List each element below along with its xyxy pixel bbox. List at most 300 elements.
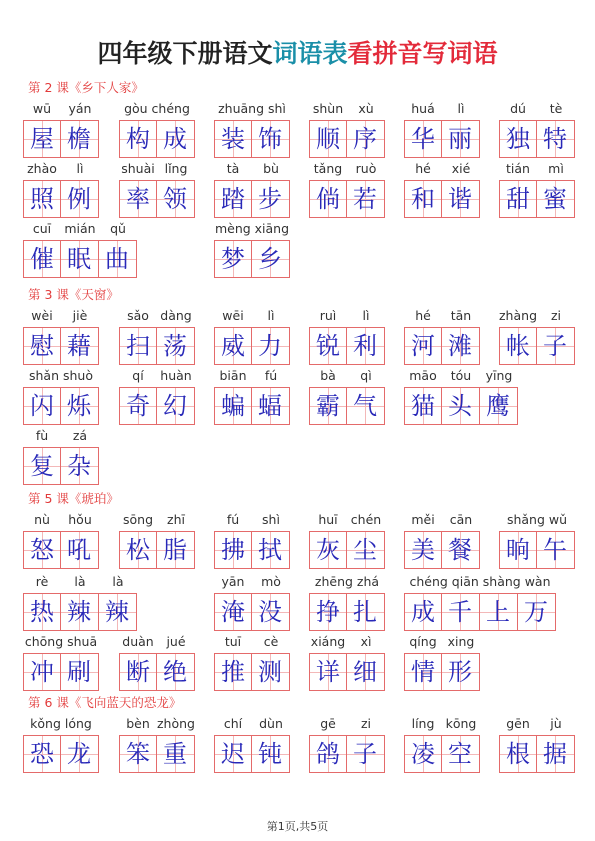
pinyin-label: tè (549, 101, 563, 116)
hanzi-character: 帐 (506, 332, 530, 360)
hanzi-character: 刷 (67, 658, 91, 686)
pinyin-label: xié (451, 161, 471, 176)
tianzige-cell (309, 120, 347, 158)
tianzige-cell (404, 735, 442, 773)
hanzi-character: 灰 (316, 536, 340, 564)
pinyin-label: zá (72, 428, 88, 443)
hanzi-character: 若 (353, 185, 377, 213)
pinyin-label: yān (221, 574, 245, 589)
tianzige-cell (347, 180, 385, 218)
pinyin-label: xiáng (310, 634, 346, 649)
pinyin-label: shì (262, 512, 280, 527)
pinyin-label: cè (263, 634, 279, 649)
pinyin-label: shǎng wǔ (506, 512, 568, 527)
hanzi-character: 荡 (163, 332, 187, 360)
hanzi-character: 据 (543, 740, 567, 768)
tianzige-cell (252, 180, 290, 218)
tianzige-cell (537, 327, 575, 365)
vocab-word (309, 367, 385, 431)
vocab-word (309, 160, 385, 224)
vocab-word (499, 160, 575, 224)
vocab-word (23, 715, 99, 779)
tianzige-cell (157, 327, 195, 365)
pinyin-label: shǎn shuò (29, 368, 93, 383)
tianzige-cell (99, 240, 137, 278)
pinyin-label: là (74, 574, 86, 589)
tianzige-cell (404, 327, 442, 365)
tianzige-cell (157, 180, 195, 218)
pinyin-label: kǒng lóng (30, 716, 92, 731)
tianzige-cell (537, 531, 575, 569)
hanzi-character: 屋 (30, 125, 54, 153)
pinyin-label: sǎo (127, 308, 149, 323)
hanzi-character: 热 (30, 598, 54, 626)
title-part-3: 看拼音写词语 (347, 39, 498, 68)
pinyin-label: zhòng (157, 716, 195, 731)
tianzige-cell (480, 593, 518, 631)
pinyin-label: dàng (160, 308, 192, 323)
tianzige-cell (309, 735, 347, 773)
hanzi-character: 晌 (506, 536, 530, 564)
vocab-word (499, 100, 575, 164)
pinyin-label: zhēng zhá (314, 574, 380, 589)
tianzige-cell (404, 531, 442, 569)
hanzi-character: 迟 (221, 740, 245, 768)
hanzi-character: 顺 (316, 125, 340, 153)
tianzige-cell (404, 653, 442, 691)
vocab-word (23, 220, 137, 284)
word-row (0, 715, 595, 785)
pinyin-label: zi (550, 308, 562, 323)
pinyin-label: jiè (72, 308, 88, 323)
vocab-word (214, 573, 290, 637)
tianzige-cell (214, 735, 252, 773)
pinyin-label: gòu chéng (124, 101, 190, 116)
pinyin-label: kōng (445, 716, 477, 731)
hanzi-character: 怒 (30, 536, 54, 564)
pinyin-label: zhào (27, 161, 57, 176)
tianzige-cell (119, 735, 157, 773)
tianzige-cell (157, 735, 195, 773)
pinyin-label: měi (411, 512, 435, 527)
pinyin-label: hǒu (68, 512, 92, 527)
pinyin-label: huī (318, 512, 338, 527)
tianzige-cell (23, 120, 61, 158)
pinyin-label: tuī (224, 634, 242, 649)
hanzi-character: 构 (126, 125, 150, 153)
pinyin-label: nù (34, 512, 50, 527)
vocab-word (309, 511, 385, 575)
tianzige-cell (252, 531, 290, 569)
tianzige-cell (499, 327, 537, 365)
vocab-word (499, 307, 575, 371)
pinyin-label: yán (68, 101, 92, 116)
hanzi-character: 杂 (67, 452, 91, 480)
vocab-word (309, 633, 385, 697)
pinyin-label: xing (447, 634, 475, 649)
vocab-word (499, 715, 575, 779)
pinyin-label: zhàng (499, 308, 538, 323)
hanzi-character: 慰 (30, 332, 54, 360)
vocab-word (23, 573, 137, 637)
lesson-heading: 第 6 课《飞向蓝天的恐龙》 (28, 695, 182, 710)
hanzi-character: 独 (506, 125, 530, 153)
pinyin-label: lì (457, 101, 465, 116)
tianzige-cell (23, 387, 61, 425)
pinyin-label: hé (415, 308, 431, 323)
pinyin-label: qí (132, 368, 144, 383)
vocab-word (404, 100, 480, 164)
hanzi-character: 丽 (448, 125, 472, 153)
tianzige-cell (347, 120, 385, 158)
tianzige-cell (214, 240, 252, 278)
tianzige-cell (442, 735, 480, 773)
pinyin-label: ruì (319, 308, 337, 323)
tianzige-cell (347, 387, 385, 425)
tianzige-cell (442, 327, 480, 365)
hanzi-character: 照 (30, 185, 54, 213)
hanzi-character: 特 (543, 125, 567, 153)
hanzi-character: 利 (353, 332, 377, 360)
vocab-word (309, 573, 385, 637)
pinyin-label: tǎng (313, 161, 343, 176)
tianzige-cell (23, 240, 61, 278)
tianzige-cell (499, 735, 537, 773)
hanzi-character: 千 (448, 598, 472, 626)
tianzige-cell (61, 735, 99, 773)
hanzi-character: 藉 (67, 332, 91, 360)
hanzi-character: 吼 (67, 536, 91, 564)
hanzi-character: 锐 (316, 332, 340, 360)
pinyin-label: lì (267, 308, 275, 323)
vocab-word (23, 367, 99, 431)
tianzige-cell (252, 327, 290, 365)
pinyin-label: chéng qiān shàng wàn (409, 574, 551, 589)
tianzige-cell (347, 531, 385, 569)
tianzige-cell (499, 120, 537, 158)
tianzige-cell (119, 387, 157, 425)
tianzige-cell (537, 735, 575, 773)
lesson-heading: 第 5 课《琥珀》 (28, 491, 119, 506)
hanzi-character: 曲 (105, 245, 129, 273)
tianzige-cell (442, 180, 480, 218)
pinyin-label: bèn (126, 716, 150, 731)
vocab-word (23, 160, 99, 224)
tianzige-cell (157, 120, 195, 158)
tianzige-cell (404, 120, 442, 158)
tianzige-cell (157, 531, 195, 569)
hanzi-character: 形 (448, 658, 472, 686)
hanzi-character: 乡 (258, 245, 282, 273)
vocab-word (119, 715, 195, 779)
hanzi-character: 眠 (67, 245, 91, 273)
hanzi-character: 华 (411, 125, 435, 153)
vocab-word (214, 715, 290, 779)
tianzige-cell (404, 180, 442, 218)
hanzi-character: 气 (353, 392, 377, 420)
hanzi-character: 绝 (163, 658, 187, 686)
hanzi-character: 扫 (126, 332, 150, 360)
hanzi-character: 蝠 (258, 392, 282, 420)
pinyin-label: cān (449, 512, 473, 527)
pinyin-label: tóu (450, 368, 472, 383)
pinyin-label: lì (76, 161, 84, 176)
vocab-word (119, 307, 195, 371)
pinyin-label: rè (35, 574, 49, 589)
pinyin-label: shuài (121, 161, 155, 176)
hanzi-character: 拂 (221, 536, 245, 564)
pinyin-label: duàn (122, 634, 154, 649)
tianzige-cell (61, 180, 99, 218)
pinyin-label: qǔ (110, 221, 126, 236)
vocab-word (404, 715, 480, 779)
pinyin-label: tān (450, 308, 472, 323)
hanzi-character: 恐 (30, 740, 54, 768)
hanzi-character: 没 (258, 598, 282, 626)
word-row (0, 427, 595, 497)
hanzi-character: 尘 (353, 536, 377, 564)
vocab-word (119, 511, 195, 575)
pinyin-label: mèng xiāng (214, 221, 290, 236)
pinyin-label: dùn (259, 716, 283, 731)
pinyin-label: hé (415, 161, 431, 176)
pinyin-label: fù (35, 428, 49, 443)
vocab-word (214, 367, 290, 431)
pinyin-label: jué (166, 634, 186, 649)
tianzige-cell (442, 387, 480, 425)
vocab-word (404, 511, 480, 575)
vocab-word (23, 100, 99, 164)
tianzige-cell (61, 447, 99, 485)
pinyin-label: zhī (167, 512, 185, 527)
hanzi-character: 子 (543, 332, 567, 360)
tianzige-cell (61, 653, 99, 691)
hanzi-character: 甜 (506, 185, 530, 213)
pinyin-label: huàn (160, 368, 192, 383)
hanzi-character: 饰 (258, 125, 282, 153)
vocab-word (23, 427, 99, 491)
vocab-word (404, 633, 480, 697)
hanzi-character: 率 (126, 185, 150, 213)
pinyin-label: sōng (122, 512, 154, 527)
tianzige-cell (347, 735, 385, 773)
tianzige-cell (214, 531, 252, 569)
hanzi-character: 蜜 (543, 185, 567, 213)
hanzi-character: 烁 (67, 392, 91, 420)
pinyin-label: yīng (485, 368, 513, 383)
tianzige-cell (157, 653, 195, 691)
pinyin-label: gē (320, 716, 336, 731)
word-row (0, 511, 595, 581)
tianzige-cell (537, 120, 575, 158)
hanzi-character: 根 (506, 740, 530, 768)
tianzige-cell (480, 387, 518, 425)
hanzi-character: 测 (258, 658, 282, 686)
tianzige-cell (499, 180, 537, 218)
hanzi-character: 步 (258, 185, 282, 213)
hanzi-character: 扎 (353, 598, 377, 626)
vocab-word (119, 633, 195, 697)
pinyin-label: chí (223, 716, 243, 731)
pinyin-label: là (112, 574, 124, 589)
hanzi-character: 滩 (448, 332, 472, 360)
tianzige-cell (309, 387, 347, 425)
pinyin-label: wèi (31, 308, 53, 323)
tianzige-cell (518, 593, 556, 631)
vocab-word (214, 100, 290, 164)
hanzi-character: 笨 (126, 740, 150, 768)
hanzi-character: 钝 (258, 740, 282, 768)
vocab-word (309, 100, 385, 164)
word-row (0, 220, 595, 290)
hanzi-character: 推 (221, 658, 245, 686)
pinyin-label: fú (264, 368, 278, 383)
pinyin-label: māo (409, 368, 437, 383)
hanzi-character: 复 (30, 452, 54, 480)
tianzige-cell (119, 327, 157, 365)
tianzige-cell (61, 240, 99, 278)
tianzige-cell (157, 387, 195, 425)
vocab-word (404, 160, 480, 224)
hanzi-character: 断 (126, 658, 150, 686)
pinyin-label: wēi (222, 308, 244, 323)
tianzige-cell (309, 531, 347, 569)
pinyin-label: tà (226, 161, 240, 176)
hanzi-character: 辣 (67, 598, 91, 626)
hanzi-character: 冲 (30, 658, 54, 686)
hanzi-character: 细 (353, 658, 377, 686)
hanzi-character: 幻 (163, 392, 187, 420)
tianzige-cell (347, 327, 385, 365)
vocab-word (404, 367, 518, 431)
tianzige-cell (442, 593, 480, 631)
hanzi-character: 霸 (316, 392, 340, 420)
hanzi-character: 挣 (316, 598, 340, 626)
hanzi-character: 猫 (411, 392, 435, 420)
hanzi-character: 例 (67, 185, 91, 213)
tianzige-cell (214, 593, 252, 631)
hanzi-character: 蝙 (221, 392, 245, 420)
hanzi-character: 美 (411, 536, 435, 564)
hanzi-character: 空 (448, 740, 472, 768)
pinyin-label: lǐng (164, 161, 188, 176)
tianzige-cell (23, 593, 61, 631)
vocab-word (23, 633, 99, 697)
tianzige-cell (214, 327, 252, 365)
tianzige-cell (442, 531, 480, 569)
tianzige-cell (23, 180, 61, 218)
vocab-word (23, 307, 99, 371)
pinyin-label: bà (320, 368, 336, 383)
tianzige-cell (214, 180, 252, 218)
pinyin-label: líng (411, 716, 435, 731)
tianzige-cell (537, 180, 575, 218)
hanzi-character: 头 (448, 392, 472, 420)
pinyin-label: zi (360, 716, 372, 731)
pinyin-label: cuī (32, 221, 52, 236)
hanzi-character: 淹 (221, 598, 245, 626)
tianzige-cell (99, 593, 137, 631)
vocab-word (119, 160, 195, 224)
tianzige-cell (252, 240, 290, 278)
vocab-word (119, 100, 195, 164)
pinyin-label: chōng shuā (24, 634, 98, 649)
vocab-word (214, 307, 290, 371)
hanzi-character: 辣 (105, 598, 129, 626)
hanzi-character: 序 (353, 125, 377, 153)
pinyin-label: qíng (409, 634, 437, 649)
pinyin-label: mián (64, 221, 96, 236)
hanzi-character: 子 (353, 740, 377, 768)
hanzi-character: 凌 (411, 740, 435, 768)
hanzi-character: 情 (411, 658, 435, 686)
pinyin-label: mì (548, 161, 564, 176)
word-row (0, 633, 595, 703)
vocab-word (214, 160, 290, 224)
pinyin-label: fú (226, 512, 240, 527)
tianzige-cell (252, 120, 290, 158)
tianzige-cell (252, 593, 290, 631)
hanzi-character: 松 (126, 536, 150, 564)
hanzi-character: 万 (524, 598, 548, 626)
tianzige-cell (404, 387, 442, 425)
pinyin-label: wū (32, 101, 52, 116)
hanzi-character: 装 (221, 125, 245, 153)
tianzige-cell (309, 180, 347, 218)
title-part-2: 词语表 (272, 39, 348, 68)
pinyin-label: shùn (312, 101, 344, 116)
vocab-word (214, 511, 290, 575)
hanzi-character: 奇 (126, 392, 150, 420)
tianzige-cell (23, 735, 61, 773)
pinyin-label: xì (360, 634, 372, 649)
hanzi-character: 踏 (221, 185, 245, 213)
vocab-word (404, 307, 480, 371)
hanzi-character: 详 (316, 658, 340, 686)
hanzi-character: 河 (411, 332, 435, 360)
hanzi-character: 倘 (316, 185, 340, 213)
tianzige-cell (442, 120, 480, 158)
hanzi-character: 成 (163, 125, 187, 153)
tianzige-cell (119, 120, 157, 158)
tianzige-cell (23, 327, 61, 365)
tianzige-cell (309, 653, 347, 691)
tianzige-cell (309, 593, 347, 631)
tianzige-cell (23, 653, 61, 691)
tianzige-cell (61, 531, 99, 569)
hanzi-character: 威 (221, 332, 245, 360)
vocab-word (499, 511, 575, 575)
lesson-heading: 第 2 课《乡下人家》 (28, 80, 144, 95)
title-part-1: 四年级下册语文 (97, 39, 273, 68)
tianzige-cell (309, 327, 347, 365)
hanzi-character: 脂 (163, 536, 187, 564)
tianzige-cell (252, 653, 290, 691)
tianzige-cell (119, 180, 157, 218)
page-title (0, 34, 595, 74)
tianzige-cell (214, 653, 252, 691)
pinyin-label: ruò (355, 161, 377, 176)
tianzige-cell (252, 735, 290, 773)
vocab-word (309, 307, 385, 371)
hanzi-character: 催 (30, 245, 54, 273)
hanzi-character: 鸽 (316, 740, 340, 768)
vocab-word (404, 573, 556, 637)
pinyin-label: chén (350, 512, 382, 527)
hanzi-character: 檐 (67, 125, 91, 153)
pinyin-label: tián (506, 161, 530, 176)
tianzige-cell (214, 120, 252, 158)
